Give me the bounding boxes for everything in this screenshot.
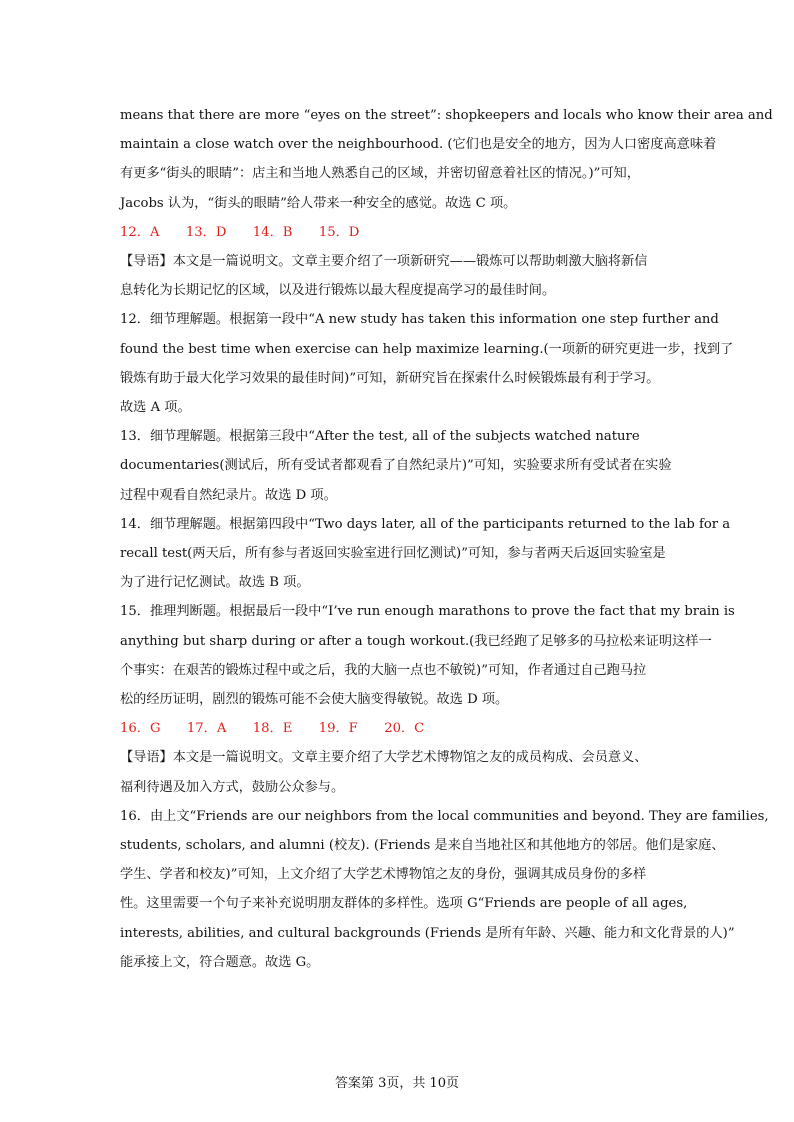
text-line: 15．推理判断题。根据最后一段中“I’ve run enough marathons to prove the fact that my brain is (120, 604, 735, 620)
text-line: Jacobs 认为，“街头的眼睛”给人带来一种安全的感觉。故选 C 项。 (120, 195, 517, 211)
text-line: found the best time when exercise can help maximize learning.(一项新的研究更进一步，找到了 (120, 341, 734, 357)
text-line: 学生、学者和校友)”可知，上文介绍了大学艺术博物馆之友的身份，强调其成员身份的多样 (120, 867, 647, 883)
text-line: 息转化为长期记忆的区域，以及进行锻炼以最大程度提高学习的最佳时间。 (120, 283, 556, 299)
text-line: interests, abilities, and cultural backgrounds (Friends 是所有年龄、兴趣、能力和文化背景的人)” (120, 925, 735, 941)
text-line: students, scholars, and alumni (校友). (Friends 是来自当地社区和其他地方的邻居。他们是家庭、 (120, 838, 725, 854)
text-line: 过程中观看自然纪录片。故选 D 项。 (120, 487, 337, 503)
text-line: maintain a close watch over the neighbourhood. (它们也是安全的地方，因为人口密度高意味着 (120, 137, 717, 153)
text-line: means that there are more “eyes on the street”: shopkeepers and locals who know their area and (120, 108, 773, 123)
text-line: 锻炼有助于最大化学习效果的最佳时间)”可知，新研究旨在探索什么时候锻炼最有利于学习。 (120, 370, 660, 386)
text-line: 16．由上文“Friends are our neighbors from the local communities and beyond. They are families, (120, 808, 769, 824)
text-line: 福利待遇及加入方式，鼓励公众参与。 (120, 779, 345, 795)
text-line: documentaries(测试后，所有受试者都观看了自然纪录片)”可知，实验要求所有受试者在实验 (120, 458, 672, 474)
answer-explanation-text (120, 101, 773, 977)
answer-key-line: 12．A 13．D 14．B 15．D (120, 224, 360, 240)
text-line: 个事实：在艰苦的锻炼过程中或之后，我的大脑一点也不敏锐)”可知，作者通过自己跑马拉 (120, 662, 647, 678)
text-line: 为了进行记忆测试。故选 B 项。 (120, 575, 310, 591)
text-line: recall test(两天后，所有参与者返回实验室进行回忆测试)”可知，参与者两天后返回实验室是 (120, 546, 666, 562)
text-line: 性。这里需要一个句子来补充说明朋友群体的多样性。选项 G“Friends are people of all ages, (120, 896, 688, 912)
text-line: 14．细节理解题。根据第四段中“Two days later, all of the participants returned to the lab for a (120, 516, 731, 532)
text-line: 故选 A 项。 (120, 400, 191, 416)
answer-key-line: 16．G 17．A 18．E 19．F 20．C (120, 721, 425, 737)
text-line: 【导语】本文是一篇说明文。文章主要介绍了大学艺术博物馆之友的成员构成、会员意义、 (120, 750, 648, 766)
text-line: 13．细节理解题。根据第三段中“After the test, all of the subjects watched nature (120, 429, 640, 445)
text-line: 松的经历证明，剧烈的锻炼可能不会使大脑变得敏锐。故选 D 项。 (120, 692, 509, 708)
text-line: 有更多“街头的眼睛”：店主和当地人熟悉自己的区域，并密切留意着社区的情况。)”可知， (120, 166, 640, 182)
text-line: 能承接上文，符合题意。故选 G。 (120, 954, 320, 970)
page-footer: 答案第 3页，共 10页 (334, 1076, 460, 1091)
text-line: anything but sharp during or after a tough workout.(我已经跑了足够多的马拉松来证明这样一 (120, 633, 712, 649)
text-line: 12．细节理解题。根据第一段中“A new study has taken this information one step further and (120, 312, 719, 328)
text-line: 【导语】本文是一篇说明文。文章主要介绍了一项新研究——锻炼可以帮助刺激大脑将新信 (120, 254, 648, 270)
